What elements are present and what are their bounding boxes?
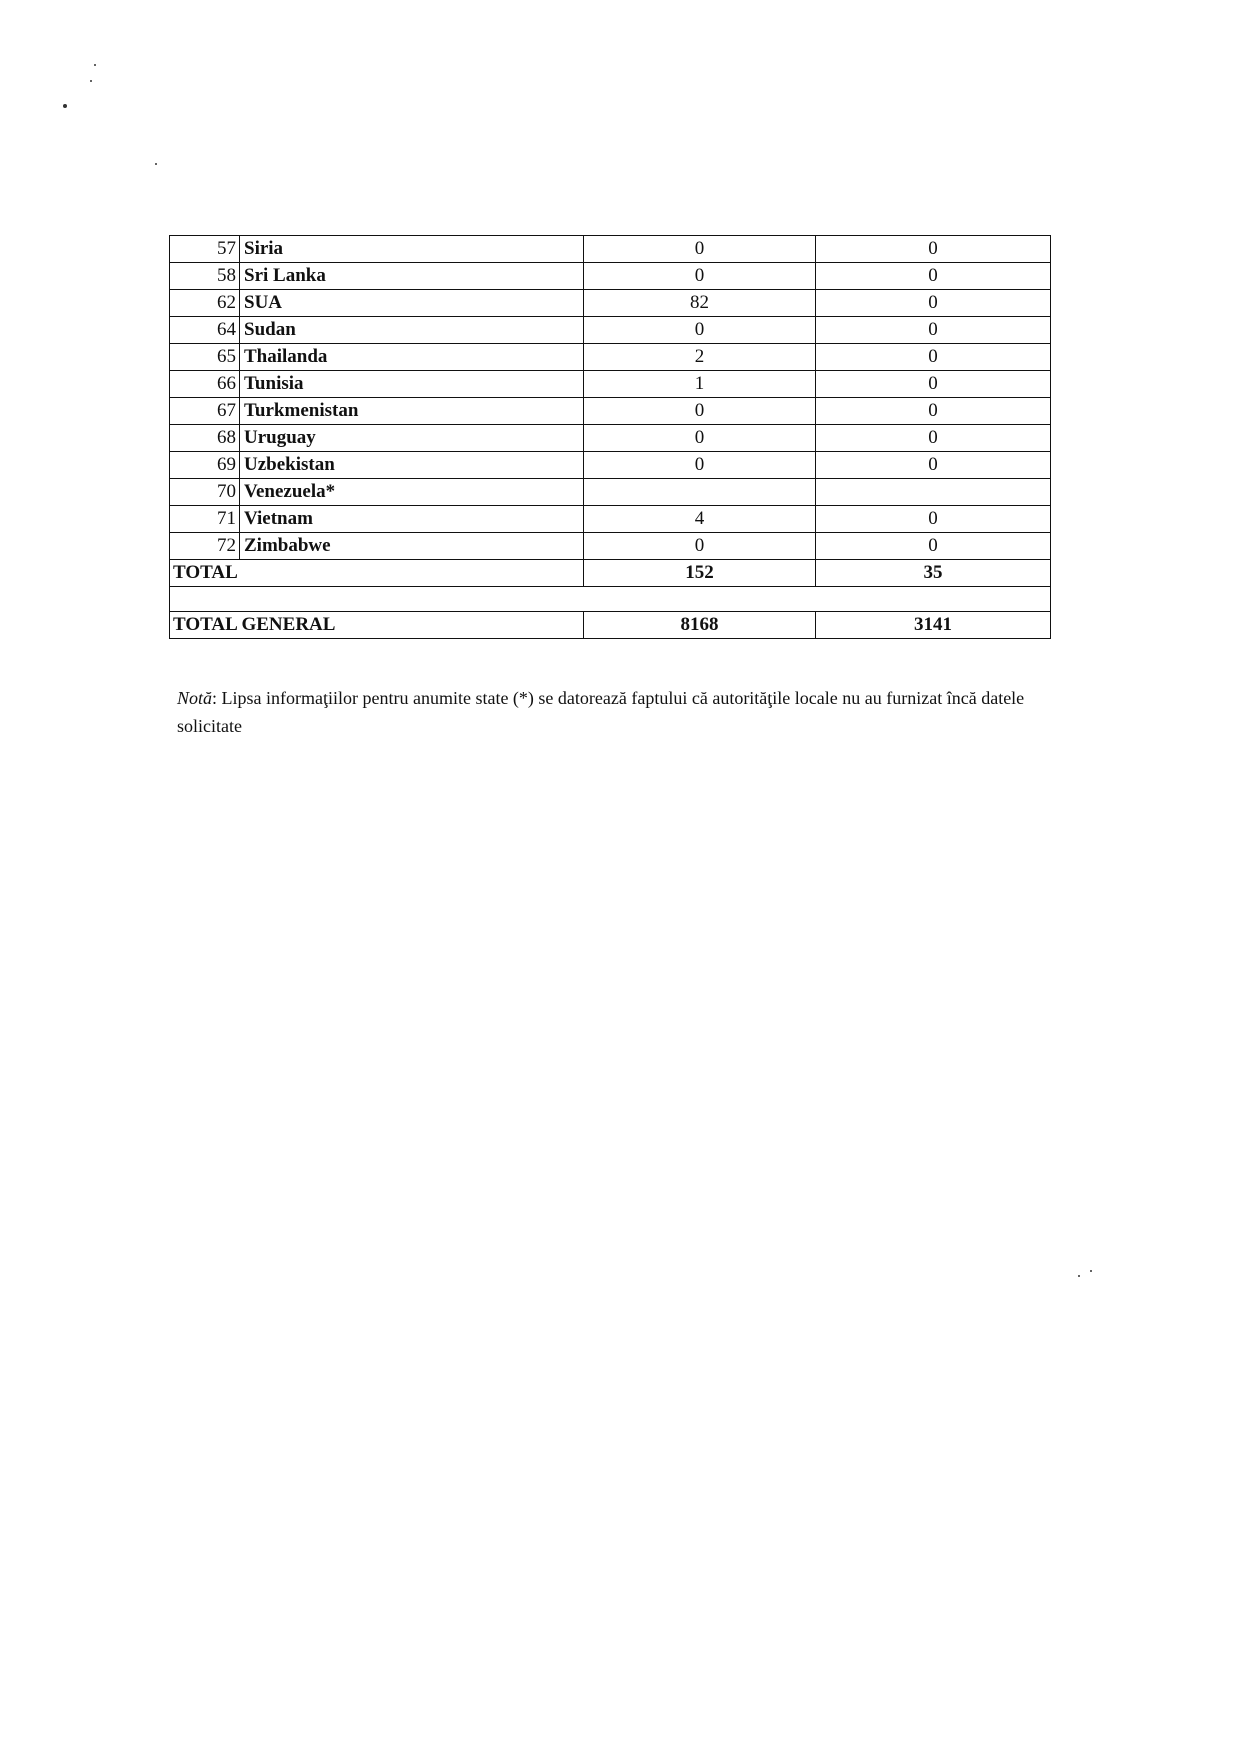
- country-name: Venezuela*: [240, 479, 584, 506]
- value-col-2: 0: [816, 452, 1051, 479]
- row-number: 58: [170, 263, 240, 290]
- row-number: 71: [170, 506, 240, 533]
- value-col-2: 0: [816, 263, 1051, 290]
- table-row: [170, 425, 1051, 452]
- table-row: [170, 398, 1051, 425]
- table-row: [170, 290, 1051, 317]
- row-number: 57: [170, 236, 240, 263]
- value-col-1: 4: [584, 506, 816, 533]
- value-col-2: 0: [816, 344, 1051, 371]
- row-number: 72: [170, 533, 240, 560]
- country-name: Siria: [240, 236, 584, 263]
- scan-speck: [1090, 1270, 1092, 1272]
- value-col-2: 0: [816, 425, 1051, 452]
- value-col-1: 0: [584, 317, 816, 344]
- scan-speck: [90, 80, 92, 82]
- footnote-text: : Lipsa informaţiilor pentru anumite state (*) se datorează faptului că autorităţile locale nu au furnizat încă datele solicitate: [177, 688, 1025, 736]
- table-row: [170, 263, 1051, 290]
- value-col-2: 0: [816, 398, 1051, 425]
- country-name: Sudan: [240, 317, 584, 344]
- value-col-1: 0: [584, 533, 816, 560]
- scan-speck: [155, 163, 157, 165]
- table-row: [170, 317, 1051, 344]
- row-number: 62: [170, 290, 240, 317]
- country-name: Sri Lanka: [240, 263, 584, 290]
- row-number: 67: [170, 398, 240, 425]
- table-row: [170, 371, 1051, 398]
- country-name: Vietnam: [240, 506, 584, 533]
- row-number: 65: [170, 344, 240, 371]
- total-general-label: TOTAL GENERAL: [170, 612, 584, 639]
- country-name: Uzbekistan: [240, 452, 584, 479]
- footnote: [177, 684, 1057, 740]
- scan-speck: [94, 64, 96, 66]
- total-value-1: 152: [584, 560, 816, 587]
- row-number: 64: [170, 317, 240, 344]
- value-col-1: 0: [584, 263, 816, 290]
- value-col-1: 1: [584, 371, 816, 398]
- country-data-table: [169, 235, 1051, 639]
- row-number: 69: [170, 452, 240, 479]
- table-row: [170, 506, 1051, 533]
- value-col-1: 0: [584, 236, 816, 263]
- country-name: Zimbabwe: [240, 533, 584, 560]
- footnote-label: Notă: [177, 688, 213, 708]
- value-col-1: 0: [584, 398, 816, 425]
- value-col-2: 0: [816, 317, 1051, 344]
- table-row: [170, 452, 1051, 479]
- value-col-2: 0: [816, 533, 1051, 560]
- value-col-1: [584, 479, 816, 506]
- table-row: [170, 344, 1051, 371]
- value-col-1: 0: [584, 425, 816, 452]
- country-name: Tunisia: [240, 371, 584, 398]
- value-col-2: 0: [816, 290, 1051, 317]
- country-name: Turkmenistan: [240, 398, 584, 425]
- spacer-row: [170, 587, 1051, 612]
- country-name: SUA: [240, 290, 584, 317]
- row-number: 68: [170, 425, 240, 452]
- total-row: [170, 560, 1051, 587]
- table-body: [170, 236, 1051, 639]
- country-name: Uruguay: [240, 425, 584, 452]
- value-col-1: 82: [584, 290, 816, 317]
- table-row: [170, 533, 1051, 560]
- table-row: [170, 479, 1051, 506]
- value-col-2: 0: [816, 506, 1051, 533]
- country-name: Thailanda: [240, 344, 584, 371]
- value-col-1: 0: [584, 452, 816, 479]
- total-general-row: [170, 612, 1051, 639]
- scan-speck: [63, 104, 67, 108]
- value-col-2: 0: [816, 236, 1051, 263]
- row-number: 70: [170, 479, 240, 506]
- total-label: TOTAL: [170, 560, 584, 587]
- row-number: 66: [170, 371, 240, 398]
- scan-speck: [1078, 1275, 1080, 1277]
- value-col-1: 2: [584, 344, 816, 371]
- spacer-cell: [170, 587, 1051, 612]
- total-value-2: 35: [816, 560, 1051, 587]
- value-col-2: [816, 479, 1051, 506]
- table-row: [170, 236, 1051, 263]
- total-general-value-2: 3141: [816, 612, 1051, 639]
- value-col-2: 0: [816, 371, 1051, 398]
- total-general-value-1: 8168: [584, 612, 816, 639]
